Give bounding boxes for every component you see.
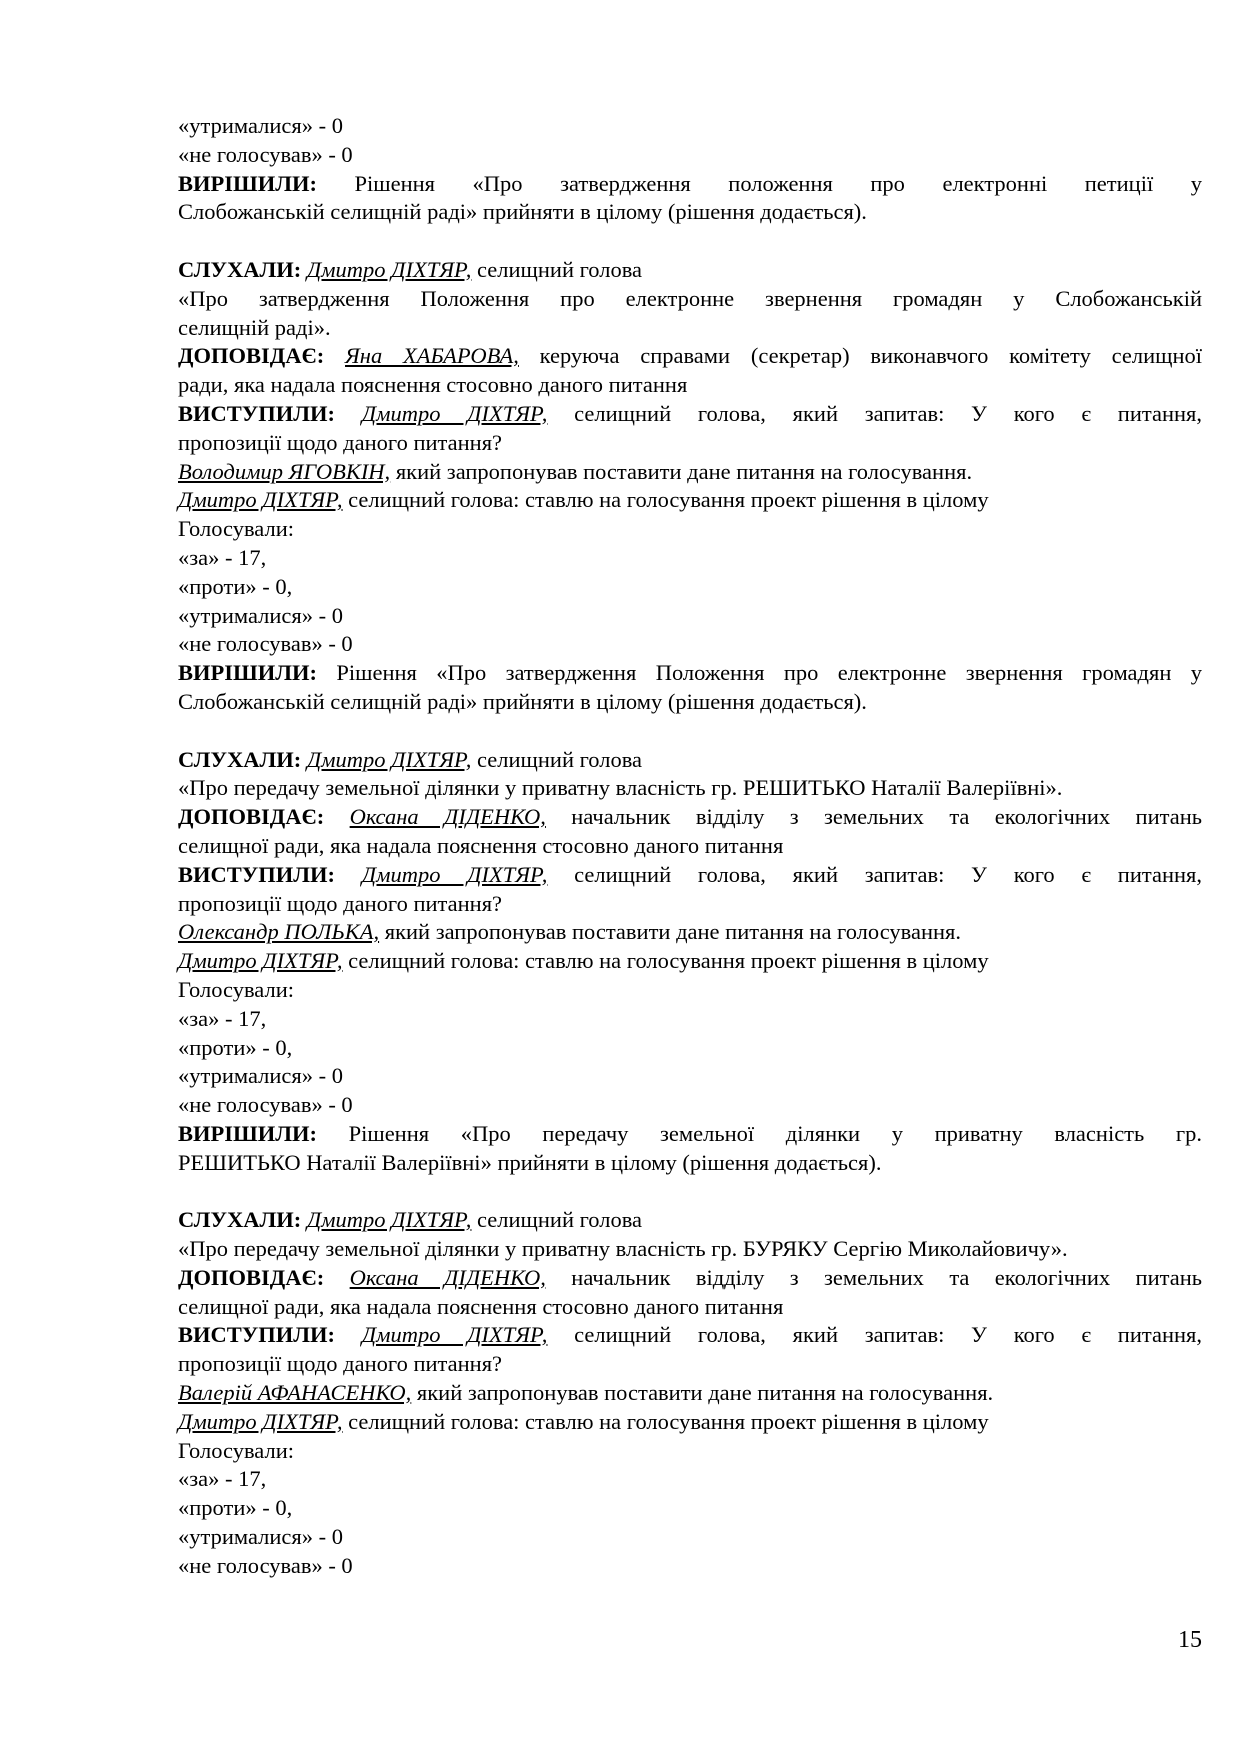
spoke-label: ВИСТУПИЛИ: bbox=[178, 861, 336, 887]
spoke-line-2: пропозиції щодо даного питання? bbox=[178, 1351, 503, 1377]
spoke-text: селищний голова, який запитав: У кого є питання, bbox=[547, 1322, 1203, 1348]
proposer-text: який запропонував поставити дане питання на голосування. bbox=[390, 458, 973, 484]
heard-label: СЛУХАЛИ: bbox=[178, 746, 302, 772]
spoke-line-2: пропозиції щодо даного питання? bbox=[178, 890, 503, 916]
decision-line-2: Слобожанській селищній раді» прийняти в цілому (рішення додається). bbox=[178, 688, 867, 714]
proposer-line bbox=[178, 458, 1202, 487]
decision-line bbox=[178, 1120, 1202, 1149]
heard-label: СЛУХАЛИ: bbox=[178, 256, 302, 282]
spoke-label: ВИСТУПИЛИ: bbox=[178, 1322, 336, 1348]
heard-name: Дмитро ДІХТЯР, bbox=[306, 256, 472, 282]
votes-abstained: «утрималися» - 0 bbox=[178, 602, 344, 628]
decision-text: Рішення «Про затвердження Положення про електронне звернення громадян у bbox=[316, 660, 1202, 686]
voted-label: Голосували: bbox=[178, 516, 294, 542]
reports-line bbox=[178, 803, 1202, 832]
decided-label: ВИРІШИЛИ: bbox=[178, 660, 317, 686]
proposer-text: який запропонував поставити дане питання на голосування. bbox=[379, 919, 962, 945]
votes-abstained: «утрималися» - 0 bbox=[178, 113, 344, 138]
chair-text: селищний голова: ставлю на голосування проект рішення в цілому bbox=[342, 1408, 989, 1434]
spoke-line bbox=[178, 861, 1202, 890]
decision-line-2: РЕШИТЬКО Наталії Валеріївні» прийняти в цілому (рішення додається). bbox=[178, 1149, 882, 1175]
page-number: 15 bbox=[1178, 1627, 1202, 1653]
spoke-text: селищний голова, який запитав: У кого є питання, bbox=[547, 861, 1203, 887]
heard-line bbox=[178, 256, 1202, 285]
votes-against: «проти» - 0, bbox=[178, 1495, 293, 1521]
spoke-name: Дмитро ДІХТЯР, bbox=[361, 861, 548, 887]
proposer-line bbox=[178, 918, 1202, 947]
heard-name: Дмитро ДІХТЯР, bbox=[306, 1207, 472, 1233]
votes-against: «проти» - 0, bbox=[178, 573, 293, 599]
spoke-text: селищний голова, який запитав: У кого є питання, bbox=[547, 400, 1203, 426]
document-page bbox=[178, 112, 1202, 1581]
decided-label: ВИРІШИЛИ: bbox=[178, 170, 317, 196]
reports-label: ДОПОВІДАЄ: bbox=[178, 343, 325, 369]
heard-label: СЛУХАЛИ: bbox=[178, 1207, 302, 1233]
spoke-line bbox=[178, 1321, 1202, 1350]
reports-line-2: ради, яка надала пояснення стосовно даного питання bbox=[178, 372, 688, 398]
spoke-line bbox=[178, 400, 1202, 429]
decision-text: Рішення «Про затвердження положення про електронні петиції у bbox=[354, 170, 1202, 196]
heard-role: селищний голова bbox=[471, 746, 643, 772]
heard-line bbox=[178, 1206, 1202, 1235]
agenda-title-2: селищній раді». bbox=[178, 314, 331, 340]
reports-line bbox=[178, 342, 1202, 371]
chair-line bbox=[178, 1408, 1202, 1437]
chair-text: селищний голова: ставлю на голосування проект рішення в цілому bbox=[342, 948, 989, 974]
reports-name: Оксана ДІДЕНКО, bbox=[349, 1264, 546, 1290]
chair-text: селищний голова: ставлю на голосування проект рішення в цілому bbox=[342, 487, 989, 513]
votes-for: «за» - 17, bbox=[178, 1005, 267, 1031]
voted-label: Голосували: bbox=[178, 1437, 294, 1463]
votes-against: «проти» - 0, bbox=[178, 1034, 293, 1060]
chair-name: Дмитро ДІХТЯР, bbox=[178, 948, 343, 974]
proposer-name: Валерій АФАНАСЕНКО, bbox=[178, 1380, 412, 1406]
reports-line bbox=[178, 1264, 1202, 1293]
spoke-label: ВИСТУПИЛИ: bbox=[178, 400, 336, 426]
reports-name: Яна ХАБАРОВА, bbox=[345, 343, 519, 369]
reports-label: ДОПОВІДАЄ: bbox=[178, 804, 325, 830]
votes-not-voted: «не голосував» - 0 bbox=[178, 141, 353, 167]
agenda-title: «Про затвердження Положення про електронне звернення громадян у Слобожанській bbox=[178, 285, 1202, 311]
chair-line bbox=[178, 947, 1202, 976]
paragraph-gap bbox=[178, 227, 1202, 256]
proposer-text: який запропонував поставити дане питання на голосування. bbox=[411, 1380, 994, 1406]
voted-label: Голосували: bbox=[178, 976, 294, 1002]
votes-not-voted: «не голосував» - 0 bbox=[178, 631, 353, 657]
votes-not-voted: «не голосував» - 0 bbox=[178, 1552, 353, 1578]
reports-line-2: селищної ради, яка надала пояснення стосовно даного питання bbox=[178, 1293, 784, 1319]
votes-for: «за» - 17, bbox=[178, 544, 267, 570]
chair-line bbox=[178, 486, 1202, 515]
paragraph-gap bbox=[178, 717, 1202, 746]
heard-role: селищний голова bbox=[471, 256, 643, 282]
decision-line bbox=[178, 170, 1202, 199]
proposer-name: Володимир ЯГОВКІН, bbox=[178, 458, 391, 484]
votes-abstained: «утрималися» - 0 bbox=[178, 1063, 344, 1089]
decided-label: ВИРІШИЛИ: bbox=[178, 1120, 317, 1146]
decision-line bbox=[178, 659, 1202, 688]
decision-line-2: Слобожанській селищній раді» прийняти в цілому (рішення додається). bbox=[178, 199, 867, 225]
spoke-name: Дмитро ДІХТЯР, bbox=[361, 1322, 548, 1348]
reports-text: керуюча справами (секретар) виконавчого комітету селищної bbox=[518, 343, 1202, 369]
heard-role: селищний голова bbox=[471, 1207, 643, 1233]
proposer-name: Олександр ПОЛЬКА, bbox=[178, 919, 380, 945]
heard-line bbox=[178, 746, 1202, 775]
votes-abstained: «утрималися» - 0 bbox=[178, 1524, 344, 1550]
reports-text: начальник відділу з земельних та екологічних питань bbox=[545, 804, 1203, 830]
chair-name: Дмитро ДІХТЯР, bbox=[178, 1408, 343, 1434]
agenda-title: «Про передачу земельної ділянки у приватну власність гр. БУРЯКУ Сергію Миколайовичу». bbox=[178, 1236, 1068, 1262]
heard-name: Дмитро ДІХТЯР, bbox=[306, 746, 472, 772]
paragraph-gap bbox=[178, 1177, 1202, 1206]
agenda-title: «Про передачу земельної ділянки у приватну власність гр. РЕШИТЬКО Наталії Валеріївні». bbox=[178, 775, 1063, 801]
reports-text: начальник відділу з земельних та екологічних питань bbox=[545, 1264, 1203, 1290]
reports-line-2: селищної ради, яка надала пояснення стосовно даного питання bbox=[178, 832, 784, 858]
votes-for: «за» - 17, bbox=[178, 1466, 267, 1492]
decision-text: Рішення «Про передачу земельної ділянки у приватну власність гр. bbox=[316, 1120, 1202, 1146]
chair-name: Дмитро ДІХТЯР, bbox=[178, 487, 343, 513]
votes-not-voted: «не голосував» - 0 bbox=[178, 1092, 353, 1118]
proposer-line bbox=[178, 1379, 1202, 1408]
reports-label: ДОПОВІДАЄ: bbox=[178, 1264, 325, 1290]
spoke-line-2: пропозиції щодо даного питання? bbox=[178, 429, 503, 455]
spoke-name: Дмитро ДІХТЯР, bbox=[361, 400, 548, 426]
reports-name: Оксана ДІДЕНКО, bbox=[349, 804, 546, 830]
